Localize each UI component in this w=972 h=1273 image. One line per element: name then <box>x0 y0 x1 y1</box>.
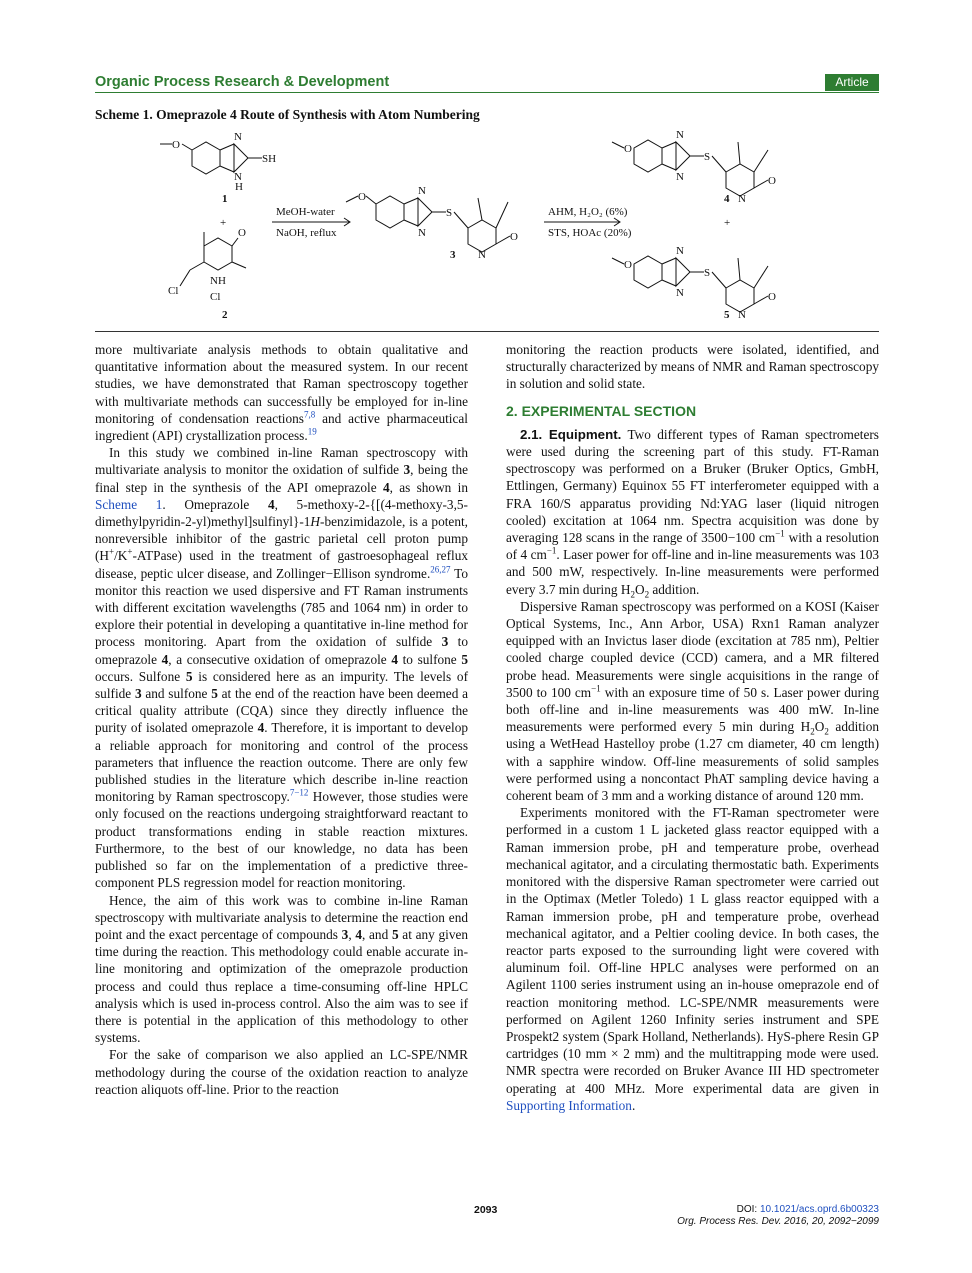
supporting-info-link[interactable]: Supporting Information <box>506 1097 632 1113</box>
article-type-badge: Article <box>825 74 879 91</box>
journal-title[interactable]: Organic Process Research & Development <box>95 74 390 90</box>
svg-text:H: H <box>235 181 243 193</box>
svg-text:O: O <box>238 227 246 239</box>
svg-text:MeOH-water: MeOH-water <box>276 206 335 218</box>
left-column <box>95 341 468 1098</box>
paragraph: For the sake of comparison we also applied an LC-SPE/NMR methodology during the course of the oxidation reaction to analyze reaction aliquots off-line. Prior to the reaction <box>95 1047 468 1097</box>
citation-ref[interactable]: 7,8 <box>303 409 316 420</box>
svg-text:S: S <box>704 267 711 279</box>
svg-text:NH: NH <box>210 275 226 287</box>
journal-citation: Org. Process Res. Dev. 2016, 20, 2092−2099 <box>677 1216 879 1227</box>
paragraph: Dispersive Raman spectroscopy was performed on a KOSI (Kaiser Optical Systems, Inc., Ann Arbor, USA) Rxn1 Raman analyzer equipped with an Invictus laser diode (excitation at 785 nm), Peltier cooled charge coupled device (CCD) camera, and a MR filtered probe head. Measurements were single acquisitions in the range of 3500 to 100 $cm^{-1}$ with an exposure time of 50 s. Laser power during both off-line and in-line measurements was 400 mW. In-line measurements were performed every 5 min during $H_2O_2$ addition using a WetHead Hastelloy probe (1.27 cm diameter, 40 cm length) with a sapphire window. Off-line measurements of solid samples were performed using a noncontact PhAT sampling device having a coherent beam of 3 mm and a working distance of around 120 mm. <box>506 598 879 804</box>
svg-text:N: N <box>676 129 684 141</box>
svg-text:N: N <box>418 185 426 197</box>
scheme-title: Scheme 1. Omeprazole 4 Route of Synthesis with Atom Numbering <box>95 107 480 122</box>
compound-4-label: 4 <box>724 193 730 205</box>
paragraph: In this study we combined in-line Raman spectroscopy with multivariate analysis to monitor the oxidation of sulfide 3, being the final step in the synthesis of the API omeprazole 4, as shown in Scheme 1. Omeprazole 4, 5-methoxy-2-{[(4-methoxy-3,5-dimethylpyridin-2-yl)methyl]sulfinyl}-1H-benzimidazole, is a potent, nonreversible inhibitor of the gastric parietal cell proton pump (H+/K+-ATPase) used in the treatment of gastroesophageal reflux disease, peptic ulcer disease, and Zollinger−Ellison syndrome.$^{26,27}$ To monitor this reaction we used dispersive and FT Raman instruments with different excitation wavelengths (785 and 1064 nm) in order to explore their potential in developing a quantitative in-line method for process monitoring. Apart from the oxidation of sulfide 3 to omeprazole 4, a consecutive oxidation of omeprazole 4 to sulfone 5 occurs. Sulfone 5 is considered here as an impurity. The levels of sulfide 3 and sulfone 5 at the end of the reaction have been deemed a critical quality attribute (CQA) since they directly influence the purity of isolated omeprazole 4. Therefore, it is important to develop a reliable approach for monitoring and control of the process parameters that influence the reaction outcome. There are only few published studies in the literature which describe in-line reaction monitoring by Raman spectroscopy.$^{7-12}$ However, those studies were only focused on the reactions undergoing straightforward reactant to product transformations ending in stable reaction mixtures. Furthermore, to the best of our knowledge, no data has been published so far on the implementation of a predictive three-component PLS regression model for reaction monitoring. <box>95 445 469 891</box>
svg-text:N: N <box>234 131 242 143</box>
svg-text:AHM, H₂O₂ (6%): AHM, H₂O₂ (6%) <box>548 206 628 218</box>
svg-text:O: O <box>624 143 632 155</box>
svg-text:SH: SH <box>262 153 277 165</box>
svg-text:N: N <box>478 249 486 261</box>
citation-ref[interactable]: 19 <box>307 426 317 437</box>
svg-text:O: O <box>624 259 632 271</box>
citation-ref[interactable]: 7−12 <box>289 787 309 798</box>
doi-link[interactable]: 10.1021/acs.oprd.6b00323 <box>760 1204 879 1215</box>
page-number: 2093 <box>474 1204 498 1216</box>
svg-text:N: N <box>738 309 746 321</box>
paragraph: Experiments monitored with the FT-Raman spectrometer were performed in a custom 1 L jacketed glass reactor equipped with a Raman immersion probe, pH and temperature probe, overhead mechanical agitator, and a circulating thermostatic bath. Experiments monitored with the dispersive Raman spectrometer were carried out in the Optimax (Metler Toledo) 1 L glass reactor equipped with a Raman immersion probe, pH and temperature probe, overhead mechanical agitator, and a Peltier cooling device. In both cases, the reactor parts exposed to the surrounding light were covered with aluminum foil. Off-line HPLC analyses were performed on an Agilent 1100 series instrument using an in-house omeprazole end of reaction monitoring method. LC-SPE/NMR measurements were performed on Agilent 1260 Infinity series instrument and SPE Prospekt2 system (Spark Holland, Netherlands). HyS-phere Resin GP cartridges (10 mm × 2 mm) and the multitrapping mode were used. NMR spectra were recorded on Bruker Avance III HD spectrometer operating at 400 MHz. More experimental data are given in Supporting Information. <box>506 805 879 1113</box>
svg-text:Cl: Cl <box>210 291 221 303</box>
subsection-heading: 2.1. Equipment. <box>520 426 622 442</box>
header-rule <box>95 92 879 93</box>
section-heading: 2. EXPERIMENTAL SECTION <box>506 402 697 419</box>
svg-text:N: N <box>234 171 242 183</box>
svg-text:O: O <box>510 231 518 243</box>
svg-text:O: O <box>172 139 180 151</box>
paragraph: monitoring the reaction products were isolated, identified, and structurally characterized by means of NMR and Raman spectroscopy in solution and solid state. <box>506 342 879 392</box>
svg-text:+: + <box>724 217 731 229</box>
paragraph: Hence, the aim of this work was to combine in-line Raman spectroscopy with multivariate analysis to determine the reaction end point and the exact percentage of compounds 3, 4, and 5 at any given time during the reaction. This methodology could enable accurate in-line monitoring and optimization of the omeprazole production process and could thus replace a time-consuming off-line HPLC analysis which is used in-process control. Also the aim was to see if there is potential in the application of this methodology to other systems. <box>95 892 469 1046</box>
compound-5-label: 5 <box>724 309 730 321</box>
compound-3-label: 3 <box>450 249 456 261</box>
svg-text:N: N <box>676 245 684 257</box>
svg-text:S: S <box>704 151 711 163</box>
svg-text:S: S <box>446 207 453 219</box>
footer-citation: DOI: 10.1021/acs.oprd.6b00323 Org. Process Res. Dev. 2016, 20, 2092−2099 <box>677 1204 879 1227</box>
paragraph: more multivariate analysis methods to obtain qualitative and quantitative information about the measured system. In our recent studies, we have demonstrated that Raman spectroscopy together with multivariate methods can successfully be employed for in-line monitoring of condensation reactions$^{7,8}$ and active pharmaceutical ingredient (API) crystallization process.$^{19}$ <box>95 342 468 444</box>
scheme-bottom-rule <box>95 331 879 332</box>
svg-text:N: N <box>676 171 684 183</box>
svg-text:STS, HOAc (20%): STS, HOAc (20%) <box>548 227 632 239</box>
reaction-scheme <box>150 128 830 324</box>
svg-text:O: O <box>768 291 776 303</box>
svg-text:N: N <box>676 287 684 299</box>
svg-text:N: N <box>418 227 426 239</box>
compound-1-label: 1 <box>222 193 228 205</box>
svg-text:N: N <box>738 193 746 205</box>
running-header <box>95 73 879 93</box>
svg-text:NaOH, reflux: NaOH, reflux <box>276 227 337 239</box>
svg-text:Cl: Cl <box>168 285 179 297</box>
paragraph: 2.1. Equipment. Two different types of Raman spectrometers were used during the screening part of this study. FT-Raman spectroscopy was performed on a Bruker (Bruker Optics, GmbH, Ettlingen, Germany) Equinox 55 FT interferometer equipped with a FRA 160/S apparatus providing Nd:YAG laser (liquid nitrogen cooled) excitation at 1064 nm. Spectra acquisition was done by averaging 128 scans in the range of 3500−100 $cm^{-1}$ with a resolution of 4 $cm^{-1}$. Laser power for off-line and in-line measurements was 103 and 500 mW, respectively. In-line measurements were performed every 3.7 min during $H_2O_2$ addition. <box>506 426 879 600</box>
svg-text:O: O <box>768 175 776 187</box>
svg-text:O: O <box>358 191 366 203</box>
citation-ref[interactable]: 26,27 <box>430 564 451 575</box>
right-column <box>506 341 879 1114</box>
svg-text:+: + <box>220 217 227 229</box>
scheme-link[interactable]: Scheme 1 <box>95 496 163 512</box>
compound-2-label: 2 <box>222 309 228 321</box>
